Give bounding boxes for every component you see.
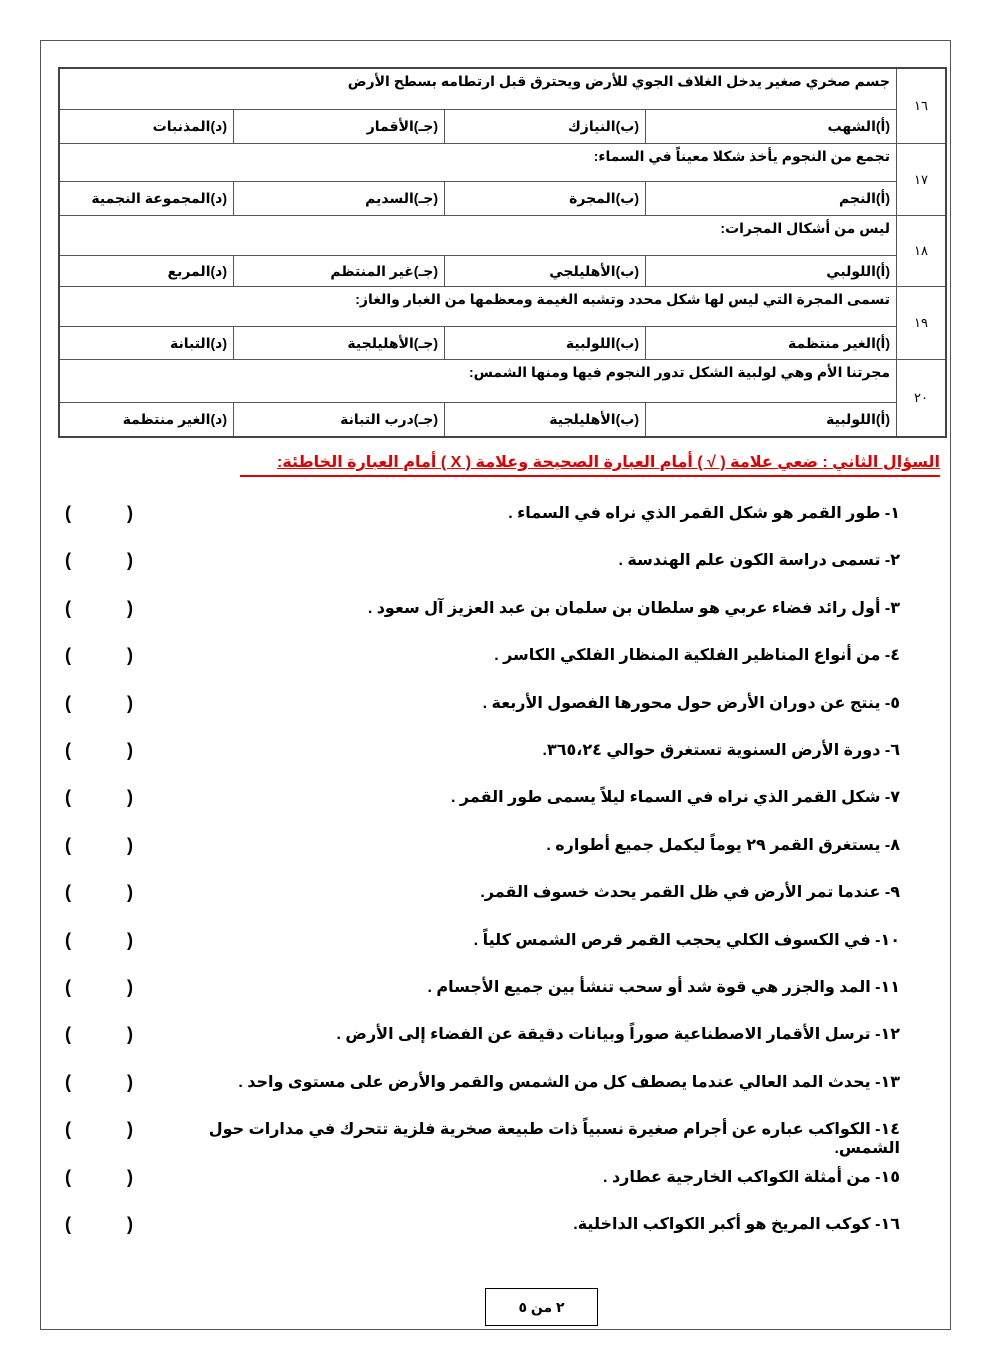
statement-item xyxy=(55,646,900,690)
answer-box[interactable] xyxy=(65,1215,133,1234)
options-row xyxy=(59,110,946,144)
close-paren: ) xyxy=(127,834,133,855)
option-2[interactable]: (جـ)الأهليلجية xyxy=(234,327,445,360)
option-3[interactable]: (د)الغير منتظمة xyxy=(59,403,234,438)
open-paren: ( xyxy=(65,740,71,760)
question-number: ١٦ xyxy=(897,68,947,144)
close-paren: ) xyxy=(127,977,133,997)
question-number: ١٨ xyxy=(897,216,947,287)
answer-box[interactable] xyxy=(65,741,133,760)
close-paren: ) xyxy=(127,787,133,808)
statement-text: ٦- دورة الأرض السنوية تستغرق حوالي ٣٦٥،٢٤. xyxy=(542,742,900,759)
option-1[interactable]: (ب)اللولبية xyxy=(445,327,646,360)
answer-box[interactable] xyxy=(65,883,133,902)
option-3[interactable]: (د)المجموعة النجمية xyxy=(59,182,234,216)
option-2[interactable]: (جـ)درب التبانة xyxy=(234,403,445,438)
statement-item xyxy=(55,504,900,548)
open-paren: ( xyxy=(65,645,71,666)
option-1[interactable]: (ب)النيازك xyxy=(445,110,646,144)
open-paren: ( xyxy=(65,977,71,997)
statement-text: ١٦- كوكب المريخ هو أكبر الكواكب الداخلية. xyxy=(573,1216,900,1233)
question-text: جسم صخري صغير يدخل الغلاف الجوي للأرض ويحترق قبل ارتطامه بسطح الأرض xyxy=(59,68,897,110)
question-row xyxy=(59,144,946,182)
open-paren: ( xyxy=(65,787,71,808)
statement-text: ٩- عندما تمر الأرض في ظل القمر يحدث خسوف القمر. xyxy=(480,884,900,902)
statement-text: ٥- ينتج عن دوران الأرض حول محورها الفصول الأربعة . xyxy=(482,694,900,712)
close-paren: ) xyxy=(127,692,133,713)
statement-text: ١٣- يحدث المد العالي عندما يصطف كل من الشمس والقمر والأرض على مستوى واحد . xyxy=(238,1073,900,1091)
option-1[interactable]: (ب)الأهليلجية xyxy=(445,403,646,438)
option-3[interactable]: (د)المذنبات xyxy=(59,110,234,144)
statement-item xyxy=(55,1120,900,1164)
statement-text: ١٠- في الكسوف الكلي يحجب القمر قرص الشمس كلياً . xyxy=(473,931,900,949)
statement-text: ٣- أول رائد فضاء عربي هو سلطان بن سلمان بن عبد العزيز آل سعود . xyxy=(367,599,900,617)
close-paren: ) xyxy=(127,1214,133,1234)
statement-item xyxy=(55,931,900,975)
question-text: ليس من أشكال المجرات: xyxy=(59,216,897,256)
option-3[interactable]: (د)المربع xyxy=(59,256,234,287)
option-2[interactable]: (جـ)الأقمار xyxy=(234,110,445,144)
answer-box[interactable] xyxy=(65,836,133,855)
statement-text: ١٤- الكواكب عباره عن أجرام صغيرة نسبياً ذات طبيعة صخرية فلزية تتحرك في مدارات حول الشمس. xyxy=(208,1121,900,1158)
option-1[interactable]: (ب)المجرة xyxy=(445,182,646,216)
answer-box[interactable] xyxy=(65,1025,133,1044)
option-2[interactable]: (جـ)السديم xyxy=(234,182,445,216)
answer-box[interactable] xyxy=(65,788,133,807)
statement-text: ٨- يستغرق القمر ٢٩ يوماً ليكمل جميع أطواره . xyxy=(546,836,900,854)
question-number: ١٩ xyxy=(897,287,947,360)
answer-box[interactable] xyxy=(65,978,133,997)
options-row xyxy=(59,403,946,438)
answer-box[interactable] xyxy=(65,646,133,665)
open-paren: ( xyxy=(65,550,71,571)
statement-item xyxy=(55,551,900,595)
statement-text: ١٢- ترسل الأقمار الاصطناعية صوراً وبيانات دقيقة عن الفضاء إلى الأرض . xyxy=(336,1026,900,1044)
open-paren: ( xyxy=(65,692,71,713)
close-paren: ) xyxy=(127,1119,133,1140)
answer-box[interactable] xyxy=(65,694,133,713)
answer-box[interactable] xyxy=(65,551,133,570)
statement-item xyxy=(55,1168,900,1212)
statement-item xyxy=(55,599,900,643)
answer-box[interactable] xyxy=(65,599,133,618)
question-number: ٢٠ xyxy=(897,360,947,438)
page-number: ٢ من ٥ xyxy=(485,1288,598,1326)
open-paren: ( xyxy=(65,1119,71,1140)
open-paren: ( xyxy=(65,1214,71,1234)
close-paren: ) xyxy=(127,882,133,903)
question-row xyxy=(59,360,946,403)
option-3[interactable]: (د)التبانة xyxy=(59,327,234,360)
close-paren: ) xyxy=(127,503,133,523)
statement-text: ٢- تسمى دراسة الكون علم الهندسة . xyxy=(618,552,900,570)
close-paren: ) xyxy=(127,597,133,618)
options-row xyxy=(59,182,946,216)
option-0[interactable]: (أ)الغير منتظمة xyxy=(646,327,897,360)
close-paren: ) xyxy=(127,929,133,950)
question-row xyxy=(59,216,946,256)
option-0[interactable]: (أ)الشهب xyxy=(646,110,897,144)
answer-box[interactable] xyxy=(65,1168,133,1187)
option-0[interactable]: (أ)النجم xyxy=(646,182,897,216)
statement-text: ١- طور القمر هو شكل القمر الذي نراه في السماء . xyxy=(508,505,900,522)
statement-item xyxy=(55,741,900,785)
option-0[interactable]: (أ)اللولبية xyxy=(646,403,897,438)
question-text: تجمع من النجوم يأخذ شكلا معيناً في السماء: xyxy=(59,144,897,182)
option-1[interactable]: (ب)الأهليلجي xyxy=(445,256,646,287)
statement-text: ٤- من أنواع المناظير الفلكية المنظار الفلكي الكاسر . xyxy=(494,647,900,665)
option-0[interactable]: (أ)اللولبي xyxy=(646,256,897,287)
statement-text: ١١- المد والجزر هي قوة شد أو سحب تنشأ بين جميع الأجسام . xyxy=(427,979,900,996)
statement-item xyxy=(55,1025,900,1069)
statement-text: ٧- شكل القمر الذي نراه في السماء ليلاً يسمى طور القمر . xyxy=(451,789,900,807)
open-paren: ( xyxy=(65,1166,71,1187)
answer-box[interactable] xyxy=(65,504,133,523)
statement-item xyxy=(55,694,900,738)
options-row xyxy=(59,256,946,287)
close-paren: ) xyxy=(127,740,133,760)
open-paren: ( xyxy=(65,1071,71,1092)
open-paren: ( xyxy=(65,929,71,950)
question-row xyxy=(59,68,946,110)
close-paren: ) xyxy=(127,1166,133,1187)
open-paren: ( xyxy=(65,834,71,855)
open-paren: ( xyxy=(65,882,71,903)
question-row xyxy=(59,287,946,327)
statement-item xyxy=(55,836,900,880)
statement-item xyxy=(55,883,900,927)
statement-item xyxy=(55,1073,900,1117)
mcq-table xyxy=(58,67,947,438)
close-paren: ) xyxy=(127,1024,133,1045)
open-paren: ( xyxy=(65,1024,71,1045)
answer-box[interactable] xyxy=(65,931,133,950)
question-text: تسمى المجرة التي ليس لها شكل محدد وتشبه الغيمة ومعظمها من الغبار والغاز: xyxy=(59,287,897,327)
statement-item xyxy=(55,1215,900,1259)
statement-text: ١٥- من أمثلة الكواكب الخارجية عطارد . xyxy=(603,1168,900,1186)
close-paren: ) xyxy=(127,550,133,571)
open-paren: ( xyxy=(65,503,71,523)
open-paren: ( xyxy=(65,597,71,618)
answer-box[interactable] xyxy=(65,1120,133,1139)
option-2[interactable]: (جـ)غير المنتظم xyxy=(234,256,445,287)
close-paren: ) xyxy=(127,645,133,666)
statement-item xyxy=(55,788,900,832)
section-2-heading: السؤال الثاني : ضعي علامة ( √ ) أمام العبارة الصحيحة وعلامة ( X ) أمام العبارة الخاطئة: xyxy=(240,452,940,477)
question-text: مجرتنا الأم وهي لولبية الشكل تدور النجوم فيها ومنها الشمس: xyxy=(59,360,897,403)
question-number: ١٧ xyxy=(897,144,947,216)
close-paren: ) xyxy=(127,1071,133,1092)
statement-item xyxy=(55,978,900,1022)
answer-box[interactable] xyxy=(65,1073,133,1092)
options-row xyxy=(59,327,946,360)
